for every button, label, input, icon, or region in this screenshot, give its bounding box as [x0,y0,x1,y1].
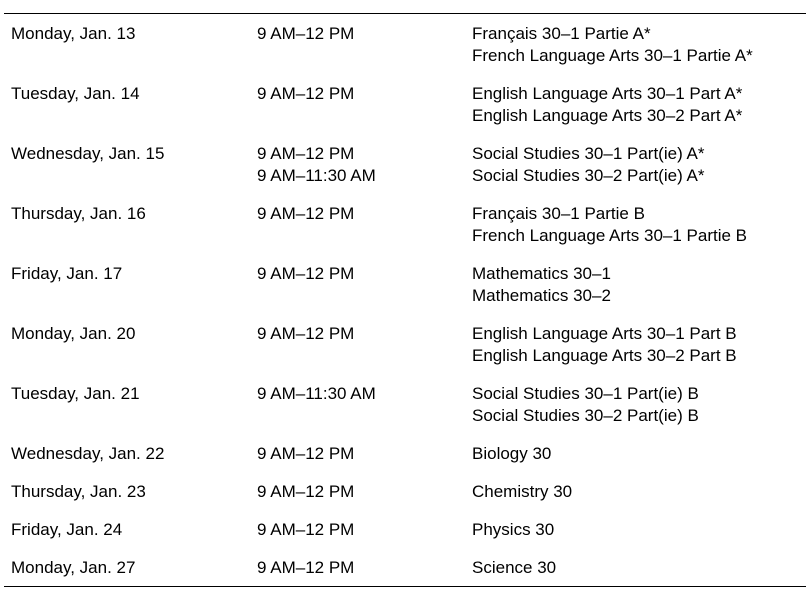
exam-time [257,323,354,345]
time-text: 9 AM–12 PM [257,482,355,501]
subject-text: Science 30 [472,558,557,577]
top-rule [4,13,806,14]
exam-subjects [472,143,704,187]
date-text: Monday, Jan. 20 [11,324,136,343]
subject-text: Français 30–1 Partie A* [472,24,651,43]
subject-text: Mathematics 30–2 [472,286,611,305]
date-text: Tuesday, Jan. 21 [11,384,140,403]
subject-text: English Language Arts 30–1 Part B [472,324,737,343]
time-text: 9 AM–12 PM [257,444,355,463]
time-text: 9 AM–12 PM [257,264,355,283]
date-text: Friday, Jan. 17 [11,264,123,283]
time-text: 9 AM–12 PM [257,204,355,223]
exam-time [257,557,354,579]
exam-date [11,143,164,165]
exam-date [11,443,164,465]
exam-time [257,83,354,105]
time-text: 9 AM–11:30 AM [257,166,376,185]
time-text: 9 AM–12 PM [257,558,355,577]
time-text: 9 AM–11:30 AM [257,384,376,403]
exam-subjects [472,383,699,427]
subject-text: Social Studies 30–1 Part(ie) A* [472,144,705,163]
subject-text: French Language Arts 30–1 Partie B [472,226,748,245]
exam-time [257,443,354,465]
time-text: 9 AM–12 PM [257,324,355,343]
subject-text: Social Studies 30–1 Part(ie) B [472,384,699,403]
subject-text: French Language Arts 30–1 Partie A* [472,46,753,65]
exam-time [257,203,354,225]
exam-subjects [472,519,554,541]
exam-date [11,203,146,225]
date-text: Wednesday, Jan. 22 [11,444,165,463]
exam-date [11,557,135,579]
subject-text: Social Studies 30–2 Part(ie) A* [472,166,705,185]
exam-time [257,143,376,187]
exam-date [11,323,135,345]
exam-time [257,263,354,285]
time-text: 9 AM–12 PM [257,520,355,539]
time-text: 9 AM–12 PM [257,144,355,163]
exam-time [257,383,376,405]
exam-subjects [472,83,742,127]
subject-text: Physics 30 [472,520,555,539]
date-text: Wednesday, Jan. 15 [11,144,165,163]
subject-text: English Language Arts 30–2 Part B [472,346,737,365]
subject-text: Chemistry 30 [472,482,573,501]
time-text: 9 AM–12 PM [257,24,355,43]
exam-time [257,23,354,45]
exam-date [11,83,140,105]
exam-subjects [472,263,611,307]
time-text: 9 AM–12 PM [257,84,355,103]
subject-text: Biology 30 [472,444,552,463]
exam-subjects [472,443,551,465]
exam-date [11,519,122,541]
exam-subjects [472,557,556,579]
date-text: Monday, Jan. 13 [11,24,136,43]
exam-date [11,23,135,45]
date-text: Thursday, Jan. 23 [11,482,146,501]
subject-text: English Language Arts 30–1 Part A* [472,84,743,103]
subject-text: Social Studies 30–2 Part(ie) B [472,406,699,425]
date-text: Monday, Jan. 27 [11,558,136,577]
exam-date [11,383,140,405]
bottom-rule [4,586,806,587]
exam-subjects [472,481,572,503]
exam-time [257,481,354,503]
date-text: Thursday, Jan. 16 [11,204,146,223]
exam-date [11,263,122,285]
date-text: Friday, Jan. 24 [11,520,123,539]
date-text: Tuesday, Jan. 14 [11,84,140,103]
exam-subjects [472,23,753,67]
exam-subjects [472,323,737,367]
exam-date [11,481,146,503]
exam-time [257,519,354,541]
subject-text: English Language Arts 30–2 Part A* [472,106,743,125]
exam-subjects [472,203,747,247]
subject-text: Français 30–1 Partie B [472,204,645,223]
subject-text: Mathematics 30–1 [472,264,611,283]
